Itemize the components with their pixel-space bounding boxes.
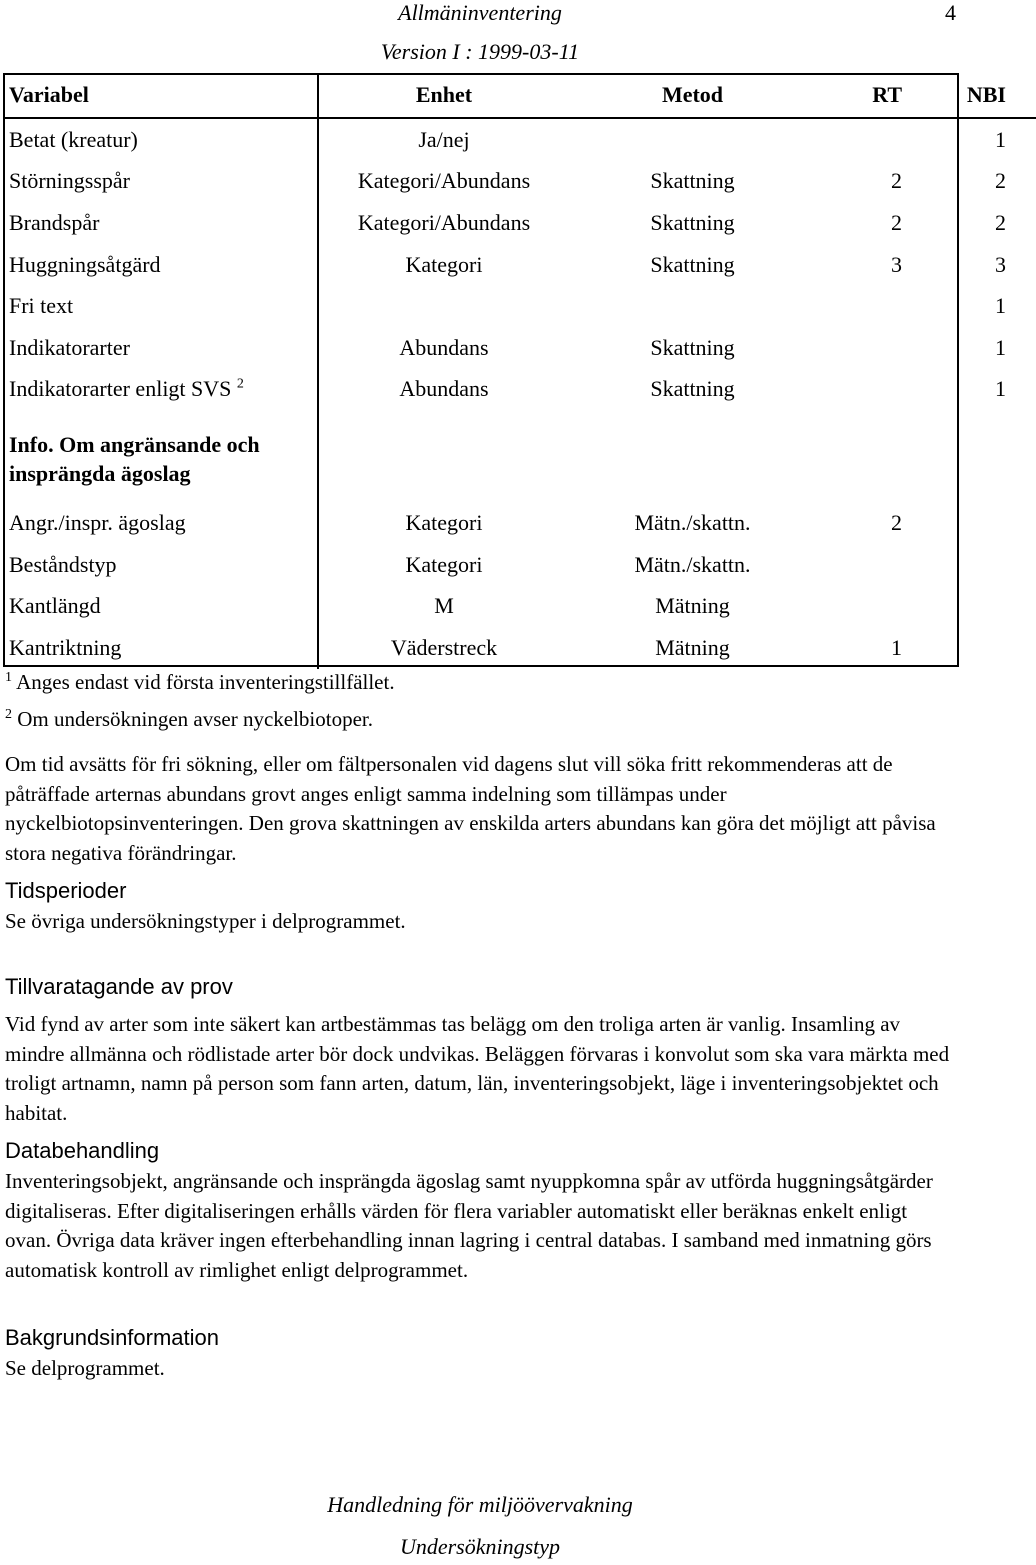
cell-nbi — [930, 544, 1036, 586]
footnote-mark: 2 — [5, 707, 12, 722]
cell-rt: 2 — [891, 209, 902, 235]
section-text-prov: Vid fynd av arter som inte säkert kan artbestämmas tas belägg om den troliga arten är vanlig. Insamling av mindre allmänna och rödlistade arter bör dock undvikas. Beläggen förvaras i konvolut som ska vara märkta med troligt artnamn, namn på person som fann arten, datum, län, inventeringsobjekt, läge i inventeringsobjektet och habitat. — [5, 1012, 950, 1125]
cell-rt — [816, 285, 930, 327]
cell-enhet: Ja/nej — [418, 126, 470, 152]
cell-variabel: Angr./inspr. ägoslag — [3, 502, 318, 544]
section-heading-prov: Tillvaratagande av prov — [5, 974, 233, 999]
col-header-metod: Metod — [569, 73, 816, 118]
cell-enhet: Abundans — [399, 376, 489, 402]
cell-nbi: 3 — [995, 251, 1006, 277]
cell-metod: Skattning — [650, 209, 735, 235]
footnote-text: Om undersökningen avser nyckelbiotoper. — [17, 707, 373, 731]
table-row — [3, 369, 1036, 411]
cell-enhet: Kategori/Abundans — [357, 209, 531, 235]
cell-nbi: 1 — [995, 126, 1006, 152]
table-header-row — [3, 73, 1036, 118]
table-row — [3, 327, 1036, 369]
cell-nbi: 2 — [995, 168, 1006, 194]
section-heading-bakgrund: Bakgrundsinformation — [5, 1325, 220, 1350]
footnote-text: Anges endast vid första inventeringstillfället. — [16, 670, 395, 694]
cell-rt — [816, 369, 930, 411]
cell-metod: Mätning — [655, 634, 730, 660]
variable-table — [3, 73, 1036, 669]
running-footer-line1: Handledning för miljöövervakning — [327, 1492, 633, 1517]
cell-nbi — [930, 502, 1036, 544]
intro-paragraph: Om tid avsätts för fri sökning, eller om fältpersonalen vid dagens slut vill söka fritt rekommenderas att de påträffade arternas abundans grovt anges enligt samma indelning som tillämpas under nyckelbiotopsinventeringen. Den grova skattningen av enskilda arters abundans kan göra det möjligt att påvisa stora negativa förändringar. — [5, 752, 936, 865]
cell-metod: Skattning — [650, 376, 735, 402]
cell-rt: 3 — [891, 251, 902, 277]
cell-nbi: 1 — [995, 376, 1006, 402]
cell-variabel: Störningsspår — [3, 161, 318, 203]
cell-variabel: Indikatorarter — [3, 327, 318, 369]
page-number: 4 — [945, 0, 956, 25]
col-header-enhet: Enhet — [318, 73, 569, 118]
table-row — [3, 202, 1036, 244]
cell-enhet: Kategori/Abundans — [357, 168, 531, 194]
cell-rt — [816, 544, 930, 586]
cell-rt: 2 — [891, 509, 902, 535]
footnote-1 — [5, 670, 395, 695]
cell-variabel — [3, 369, 318, 411]
cell-variabel: Betat (kreatur) — [3, 118, 318, 161]
cell-variabel: Kantriktning — [3, 627, 318, 669]
cell-metod — [569, 118, 816, 161]
cell-enhet: Abundans — [399, 334, 489, 360]
cell-metod: Skattning — [650, 251, 735, 277]
section-text-databehandling: Inventeringsobjekt, angränsande och insprängda ägoslag samt nyuppkomna spår av utförda huggningsåtgärder digitaliseras. Efter digitaliseringen erhålls värden för flera variabler automatiskt eller beräknas enkelt enligt ovan. Övriga data kräver ingen efterbehandling innan lagring i central databas. I samband med inmatning görs automatisk kontroll av rimlighet enligt delprogrammet. — [5, 1169, 933, 1282]
cell-rt — [816, 327, 930, 369]
table-row — [3, 585, 1036, 627]
cell-variabel: Fri text — [3, 285, 318, 327]
table-row — [3, 285, 1036, 327]
table-row — [3, 627, 1036, 669]
cell-metod: Skattning — [650, 334, 735, 360]
cell-metod: Mätn./skattn. — [634, 509, 751, 535]
cell-metod: Skattning — [650, 168, 735, 194]
running-header-version: Version I : 1999-03-11 — [380, 39, 580, 64]
col-header-nbi: NBI — [930, 73, 1036, 118]
cell-enhet: Kategori — [405, 509, 483, 535]
cell-enhet: Väderstreck — [390, 634, 498, 660]
cell-enhet: M — [434, 593, 454, 619]
cell-enhet: Kategori — [405, 551, 483, 577]
cell-variabel: Beståndstyp — [3, 544, 318, 586]
cell-enhet: Kategori — [405, 251, 483, 277]
footnote-ref: 2 — [236, 377, 244, 393]
table-row — [3, 502, 1036, 544]
cell-nbi — [930, 627, 1036, 669]
running-footer-line2: Undersökningstyp — [399, 1534, 561, 1559]
col-header-variabel: Variabel — [3, 73, 318, 118]
table-section-row — [3, 410, 1036, 502]
section-heading-databehandling: Databehandling — [5, 1138, 160, 1163]
footnote-2 — [5, 707, 373, 732]
section-heading-tidsperioder: Tidsperioder — [5, 878, 127, 903]
cell-variabel: Brandspår — [3, 202, 318, 244]
cell-metod: Mätn./skattn. — [634, 551, 751, 577]
cell-enhet — [318, 285, 569, 327]
cell-variabel-text: Indikatorarter enligt SVS — [9, 376, 232, 402]
cell-metod — [569, 285, 816, 327]
cell-rt: 1 — [891, 634, 902, 660]
cell-nbi: 2 — [995, 209, 1006, 235]
cell-rt — [816, 585, 930, 627]
col-header-rt: RT — [816, 73, 930, 118]
cell-rt: 2 — [891, 168, 902, 194]
cell-nbi: 1 — [995, 293, 1006, 319]
section-text-bakgrund: Se delprogrammet. — [5, 1356, 165, 1380]
cell-rt — [816, 118, 930, 161]
running-header-title: Allmäninventering — [398, 0, 562, 25]
cell-variabel: Huggningsåtgärd — [3, 244, 318, 286]
cell-nbi: 1 — [995, 334, 1006, 360]
footnote-mark: 1 — [5, 670, 12, 685]
table-row — [3, 161, 1036, 203]
table-row — [3, 544, 1036, 586]
cell-variabel: Kantlängd — [3, 585, 318, 627]
section-text-tidsperioder: Se övriga undersökningstyper i delprogrammet. — [5, 909, 406, 933]
cell-nbi — [930, 585, 1036, 627]
cell-metod: Mätning — [655, 593, 730, 619]
table-row — [3, 244, 1036, 286]
table-row — [3, 118, 1036, 161]
section-heading: Info. Om angränsande och insprängda ägoslag — [3, 410, 318, 502]
